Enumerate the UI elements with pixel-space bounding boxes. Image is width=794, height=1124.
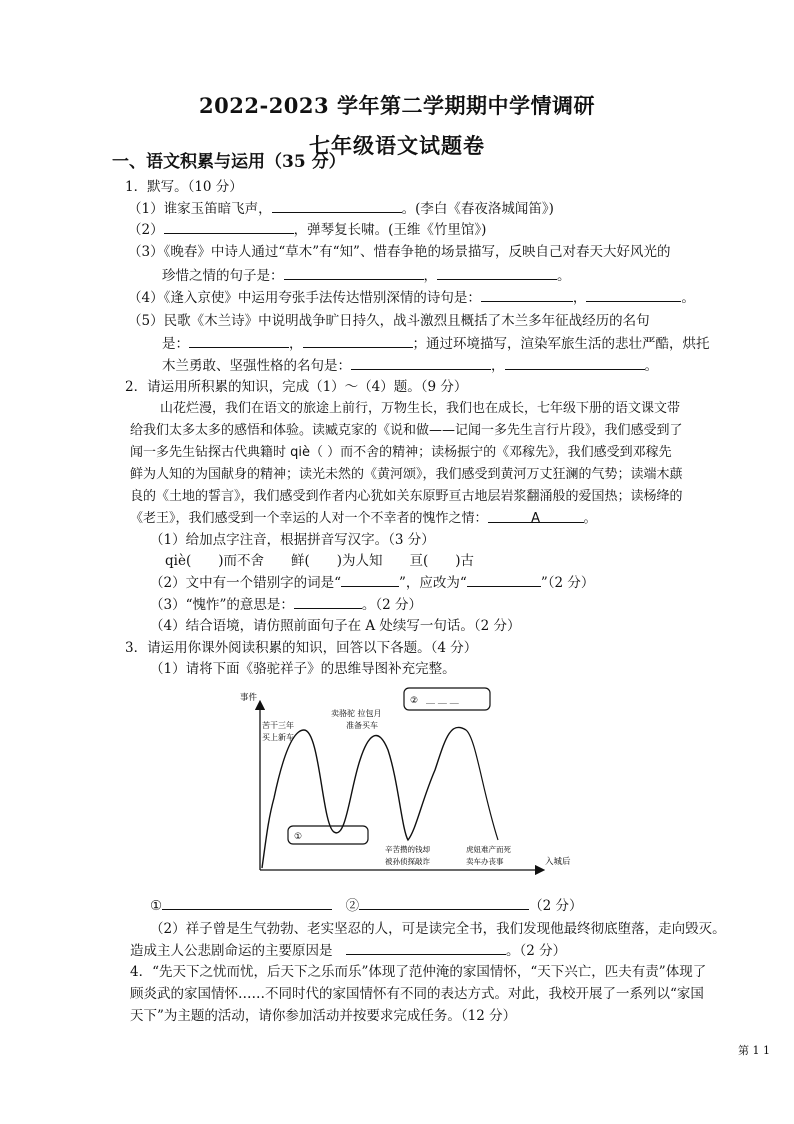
answer-blank[interactable]: [164, 221, 294, 234]
q2-sub2: （2）文中有一个错别字的词是“ ”，应改为“ ”（2 分）: [150, 575, 595, 591]
q4-line: 顾炎武的家国情怀……不同时代的家国情怀有不同的表达方式。对此，我校开展了一系列以“家国: [130, 986, 704, 1002]
box1-label: ①: [294, 832, 303, 842]
answer-blank[interactable]: [303, 335, 413, 348]
q1-item5b: 是： ， ；通过环境描写，渲染军旅生活的悲壮严酷，烘托: [162, 336, 710, 352]
trough2-label: 被孙侦探敲诈: [385, 857, 430, 866]
exam-subtitle: 七年级语文试题卷: [309, 133, 485, 158]
q2-passage-line: 山花烂漫，我们在语文的旅途上前行，万物生长，我们也在成长，七年级下册的语文课文带: [160, 401, 681, 416]
q1-item5c: 木兰勇敢、坚强性格的名句是： ， 。: [162, 358, 658, 374]
answer-blank[interactable]: [437, 267, 557, 280]
answer-blank[interactable]: [359, 897, 529, 910]
x-axis-label: 入城后: [545, 857, 571, 867]
storyline-curve-tail: [466, 730, 498, 840]
trough3-label: 卖车办丧事: [466, 857, 504, 866]
trough3-label: 虎妞难产而死: [466, 845, 511, 854]
q2-passage-line: 良的《土地的誓言》，我们感受到作者内心犹如关东原野亘古地层岩浆翻涌般的爱国热；读杨绛的: [130, 489, 683, 504]
answer-blank[interactable]: [341, 574, 399, 587]
q1-item4: （4）《逢入京使》中运用夸张手法传达惜别深情的诗句是： ， 。: [128, 290, 695, 306]
q2-sub4: （4）结合语境，请仿照前面句子在 A 处续写一句话。（2 分）: [150, 618, 521, 634]
q2-sub1-items: qiè( )而不舍 鲜( )为人知 亘( )古: [165, 553, 475, 569]
box2-label: ②: [410, 696, 419, 706]
q1-stem: 1．默写。（10 分）: [125, 179, 243, 195]
mind-map-diagram: [230, 680, 600, 880]
answer-blank[interactable]: [162, 897, 332, 910]
q4-line: 4．“先天下之忧而忧，后天下之乐而乐”体现了范仲淹的家国情怀，“天下兴亡，匹夫有责”体现了: [130, 964, 707, 980]
section-heading: 一、语文积累与运用（35 分）: [112, 152, 346, 172]
q3-answers: ① ② （2 分）: [150, 898, 583, 914]
q1-item1: （1）谁家玉笛暗飞声， 。(李白《春夜洛城闻笛》): [128, 201, 554, 217]
q3-sub2b: 造成主人公悲剧命运的主要原因是 。（2 分）: [130, 943, 567, 959]
answer-blank[interactable]: [351, 357, 491, 370]
q2-passage-line: 鲜为人知的为国献身的精神；读光未然的《黄河颂》，我们感受到黄河万丈狂澜的气势；读端木蕻: [130, 467, 683, 482]
q2-stem: 2．请运用所积累的知识，完成（1）～（4）题。（9 分）: [125, 379, 468, 395]
q1-item2: （2） ，弹琴复长啸。(王维《竹里馆》): [128, 222, 487, 238]
peak1-label: 苦干三年: [262, 721, 294, 730]
peak2-label: 准备买车: [346, 721, 378, 730]
q2-passage-line: 给我们太多太多的感悟和体验。读臧克家的《说和做——记闻一多先生言行片段》，我们感受到了: [130, 423, 683, 438]
q1-item5a: （5）民歌《木兰诗》中说明战争旷日持久，战斗激烈且概括了木兰多年征战经历的名句: [128, 313, 650, 329]
answer-blank[interactable]: [294, 596, 362, 609]
q1-item3a: （3）《晚春》中诗人通过“草木”有“知”、惜春争艳的场景描写，反映自己对春天大好风光的: [128, 244, 671, 260]
q2-sub1: （1）给加点字注音，根据拼音写汉字。（3 分）: [150, 532, 435, 548]
peak2-label: 卖骆驼 拉包月: [331, 709, 382, 718]
answer-blank[interactable]: [189, 335, 289, 348]
y-axis-label: 事件: [240, 693, 258, 703]
q1-item3b: 珍惜之情的句子是： ， 。: [162, 268, 571, 284]
q2-sub3: （3）“愧怍”的意思是： 。（2 分）: [150, 597, 423, 613]
answer-blank[interactable]: [467, 574, 541, 587]
answer-blank[interactable]: [586, 289, 681, 302]
page-number: 第 1 1: [738, 1044, 770, 1057]
answer-blank[interactable]: [505, 357, 645, 370]
peak1-label: 买上新车: [262, 733, 294, 742]
q3-stem: 3．请运用你课外阅读积累的知识，回答以下各题。（4 分）: [125, 640, 478, 656]
answer-blank[interactable]: [346, 942, 506, 955]
storyline-curve: [262, 727, 466, 868]
box2-dashes: ＿ ＿ ＿: [426, 696, 459, 706]
q3-sub2a: （2）祥子曾是生气勃勃、老实坚忍的人，可是读完全书，我们发现他最终彻底堕落，走向毁灭。: [150, 921, 726, 937]
trough2-label: 辛苦攒的钱却: [385, 845, 430, 854]
q2-passage-line: 闻一多先生钻探古代典籍时 qiè（ ）而不舍的精神；读杨振宁的《邓稼先》，我们感受到邓稼先: [130, 445, 672, 460]
q2-passage-line: 《老王》，我们感受到一个幸运的人对一个不幸者的愧怍之情： A 。: [130, 511, 597, 526]
exam-title: 2022-2023 学年第二学期期中学情调研: [199, 93, 595, 118]
answer-blank-a[interactable]: A: [488, 510, 584, 523]
answer-blank[interactable]: [481, 289, 573, 302]
q3-sub1: （1）请将下面《骆驼祥子》的思维导图补充完整。: [150, 661, 456, 677]
answer-blank[interactable]: [272, 200, 402, 213]
answer-blank[interactable]: [284, 267, 424, 280]
q4-line: 天下”为主题的活动，请你参加活动并按要求完成任务。（12 分）: [130, 1008, 517, 1024]
